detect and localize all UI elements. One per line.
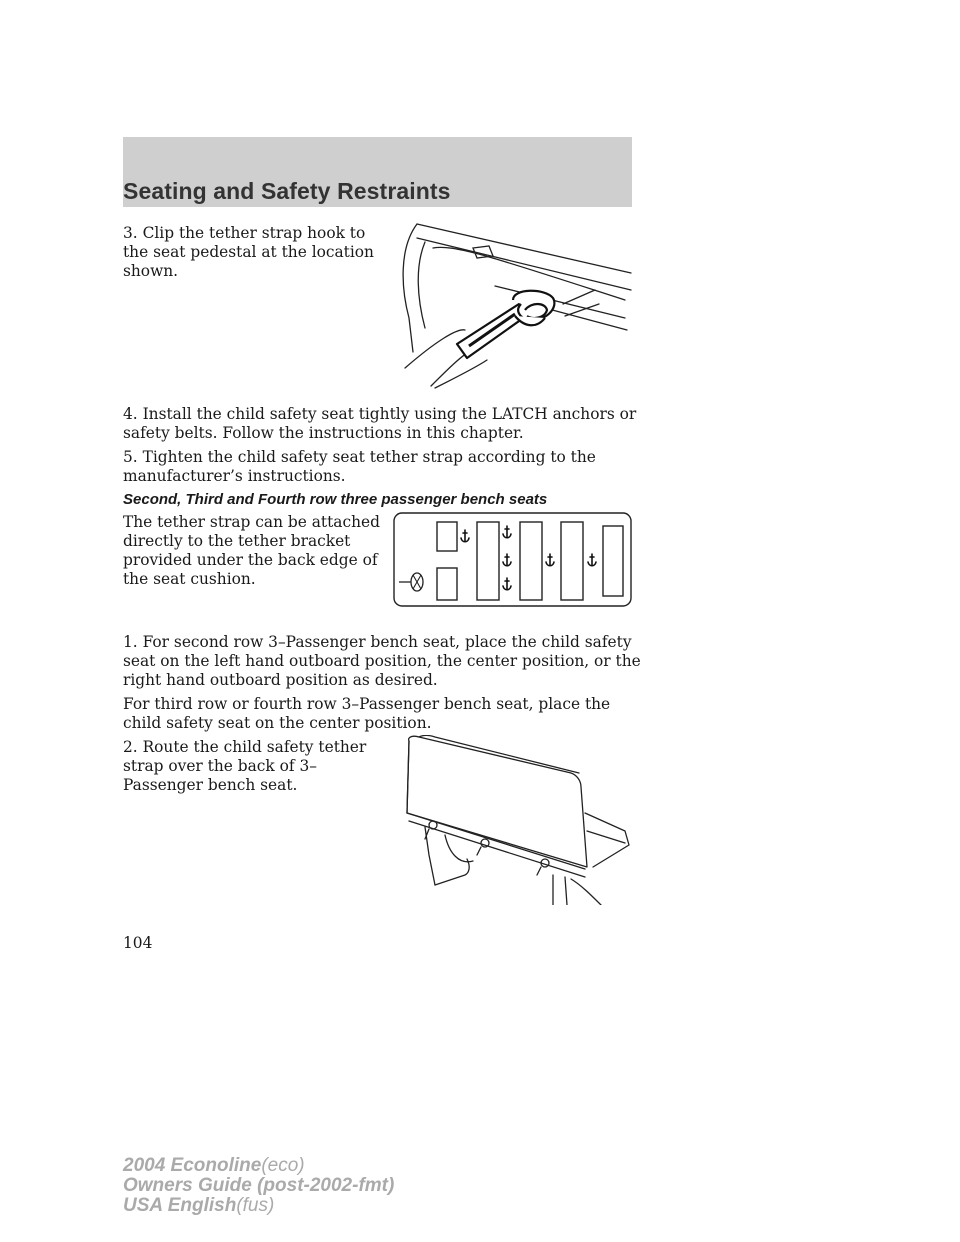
section-heading: Second, Third and Fourth row three passenger bench seats (123, 491, 548, 508)
step-3-text: 3. Clip the tether strap hook to the seat pedestal at the location shown. (123, 224, 374, 280)
page-number: 104 (123, 934, 153, 952)
step-1b-text: For third row or fourth row 3–Passenger bench seat, place the child safety seat on the center position. (123, 695, 611, 732)
tether-hook-illustration (395, 218, 635, 390)
footer-vehicle-name: 2004 Econoline (123, 1155, 262, 1176)
footer-guide: Owners Guide (post-2002-fmt) (123, 1175, 395, 1196)
footer-vehicle-code: (eco) (261, 1155, 305, 1176)
page-title: Seating and Safety Restraints (123, 178, 451, 204)
step-1-text: 1. For second row 3–Passenger bench seat, place the child safety seat on the left hand outboard position, the center position, or the right hand outboard position as desired. (123, 633, 641, 689)
seating-diagram (393, 512, 633, 608)
bench-seat-illustration (395, 735, 633, 905)
footer-language-code: (fus) (236, 1195, 275, 1216)
footer-language-name: USA English (123, 1195, 237, 1216)
step-4-text: 4. Install the child safety seat tightly using the LATCH anchors or safety belts. Follow the instructions in this chapter. (123, 405, 637, 442)
step-2-text: 2. Route the child safety tether strap over the back of 3–Passenger bench seat. (123, 738, 367, 794)
footer-vehicle (123, 1156, 305, 1176)
step-5-text: 5. Tighten the child safety seat tether strap according to the manufacturer’s instructions. (123, 448, 596, 485)
section-intro-text: The tether strap can be attached directly to the tether bracket provided under the back edge of the seat cushion. (123, 513, 380, 588)
footer-language (123, 1196, 274, 1216)
